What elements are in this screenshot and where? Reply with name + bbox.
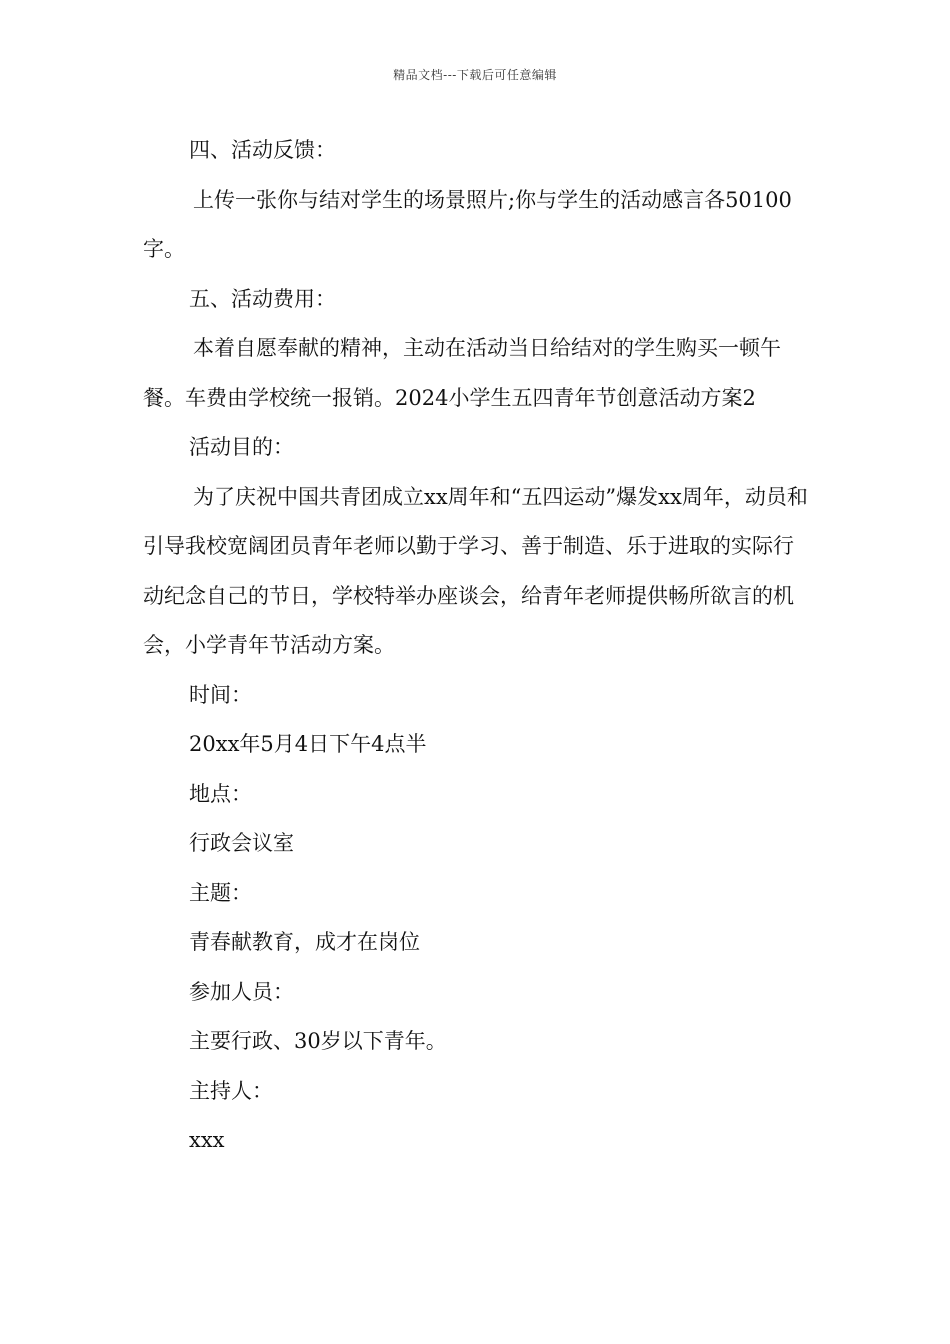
value-time: 20xx年5月4日下午4点半 <box>189 732 427 756</box>
paragraph-feedback: 上传一张你与结对学生的场景照片;你与学生的活动感言各50100字。 <box>143 187 792 261</box>
value-host: xxx <box>189 1128 225 1152</box>
paragraph-cost: 本着自愿奉献的精神，主动在活动当日给结对的学生购买一顿午餐。车费由学校统一报销。2024小学生五四青年节创意活动方案2 <box>143 336 781 410</box>
label-participants: 参加人员： <box>189 979 294 1004</box>
document-body <box>143 126 813 1166</box>
label-time: 时间： <box>189 682 252 707</box>
paragraph-purpose: 为了庆祝中国共青团成立xx周年和“五四运动”爆发xx周年，动员和引导我校宽阔团员青年老师以勤于学习、善于制造、乐于进取的实际行动纪念自己的节日，学校特举办座谈会，给青年老师提供畅所欲言的机会，小学青年节活动方案。 <box>143 484 808 657</box>
page-header: 精品文档---下载后可任意编辑 <box>393 68 557 82</box>
value-theme: 青春献教育，成才在岗位 <box>189 930 420 954</box>
value-location: 行政会议室 <box>189 831 294 855</box>
section-heading-cost: 五、活动费用： <box>189 286 336 311</box>
section-heading-purpose: 活动目的： <box>189 435 294 459</box>
section-heading-feedback: 四、活动反馈： <box>189 138 336 162</box>
label-location: 地点： <box>189 781 252 806</box>
label-host: 主持人： <box>189 1078 273 1103</box>
label-theme: 主题： <box>189 880 252 905</box>
value-participants: 主要行政、30岁以下青年。 <box>189 1029 447 1053</box>
